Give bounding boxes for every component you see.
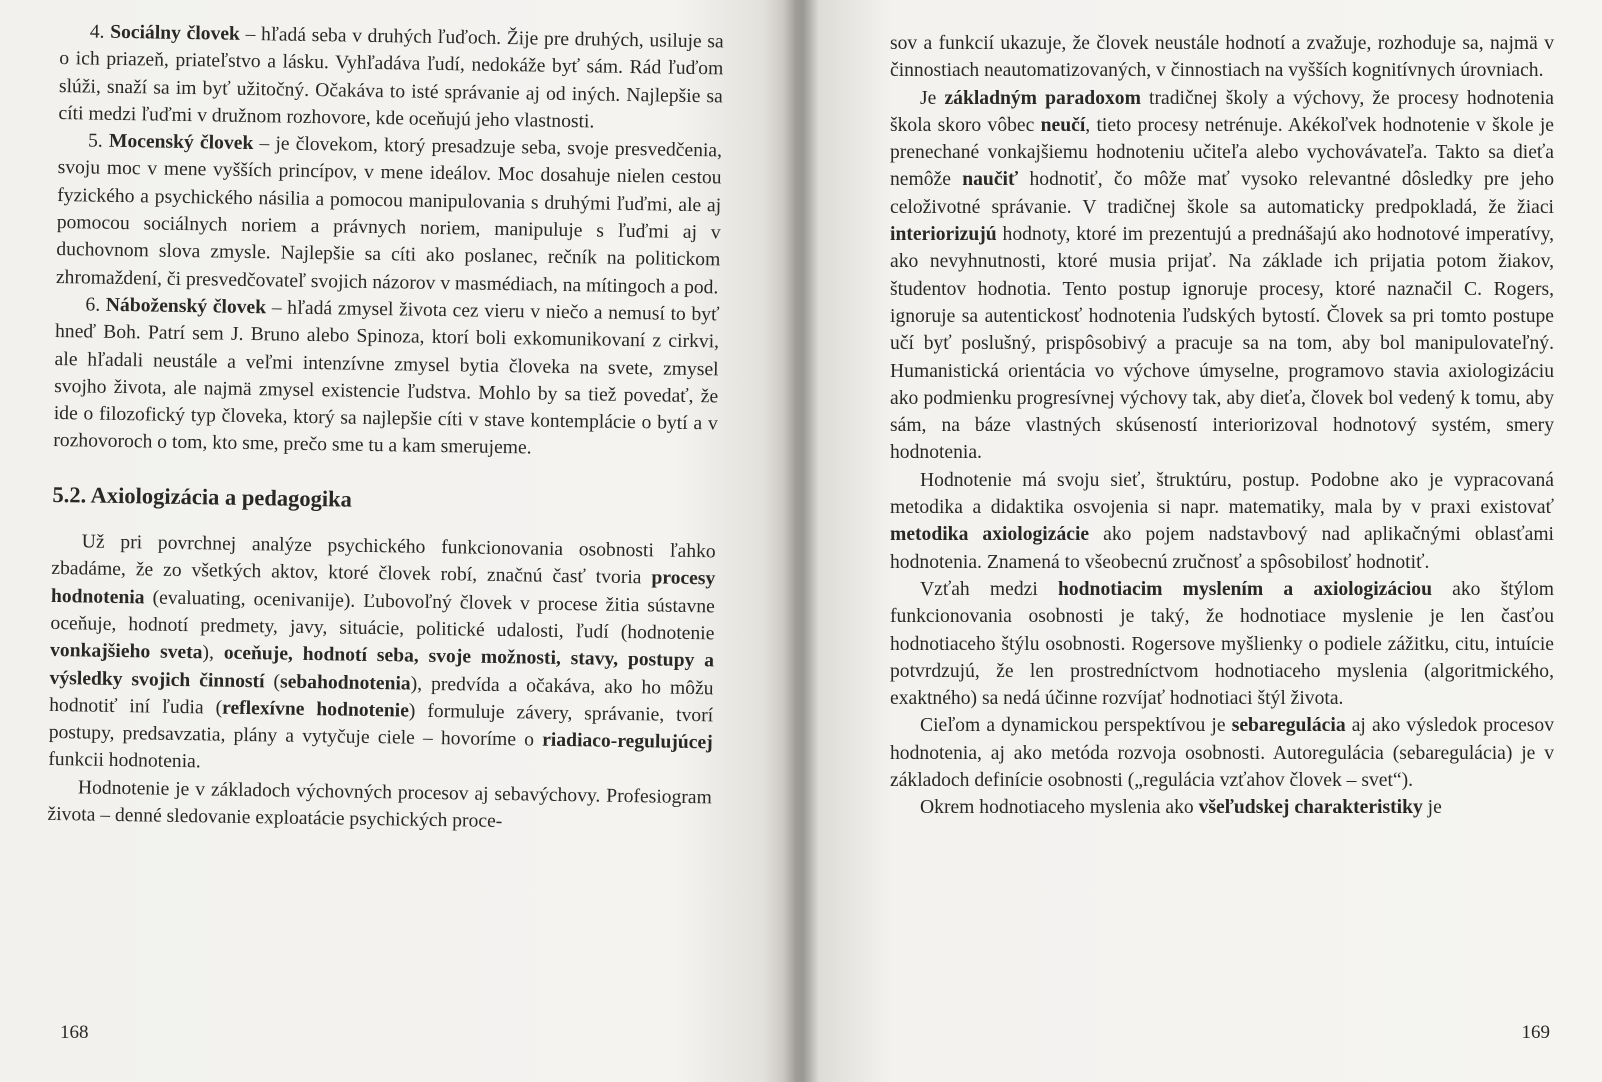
paragraph (890, 712, 1554, 794)
bold-term: neučí (1040, 114, 1086, 136)
paragraph (47, 774, 712, 839)
text-run: je (1422, 797, 1442, 819)
right-page (795, 0, 1602, 1082)
bold-term: základným paradoxom (944, 87, 1141, 109)
bold-term: naučiť (962, 169, 1019, 191)
page-number-left: 168 (60, 1022, 89, 1043)
text-run: Okrem hodnotiaceho myslenia ako (920, 797, 1199, 819)
left-text-column (47, 18, 724, 839)
text-run: hodnotiť, čo môže mať vysoko relevantné dôsledky pre jeho celoživotné správanie. V tradičnej škole sa automaticky predpokladá, že žiaci (890, 169, 1554, 218)
text-run: ako pojem nadstavbový nad aplikačnými oblasťami hodnotenia. Znamená to všeobecnú zručnosť a spôsobilosť hodnotiť. (890, 524, 1555, 573)
bold-term: Mocenský človek (108, 130, 254, 155)
bold-term: sebahodnotenia (279, 671, 411, 695)
text-run: – hľadá seba v druhých ľuďoch. Žije pre druhých, usiluje sa o ich priazeň, priateľstvo a lásku. Vyhľadáva ľudí, nedokáže byť sám. Rád ľuďom slúži, snaží sa im byť užitočný. Očakáva to isté správanie aj od iných. Najlepšie sa cíti medzi ľuďmi v družnom rozhovore, kde oceňujú jeho vlastnosti. (58, 23, 724, 133)
right-paragraphs (890, 30, 1554, 822)
bold-term: sebaregulácia (1231, 715, 1346, 737)
text-run: 5. (87, 130, 110, 152)
text-run: Už pri povrchnej analýze psychického funkcionovania osobnosti ľahko zbadáme, že zo všetkých aktov, ktoré človek robí, značnú časť tvoria (51, 531, 716, 589)
paragraph (53, 291, 719, 465)
text-run: (evaluating, ocenivanije). Ľubovoľný človek v procese žitia sústavne oceňuje, hodnotí predmety, javy, situácie, politické udalosti, ľudí (hodnotenie (50, 587, 716, 645)
paragraph (48, 528, 716, 784)
bold-term: oceňuje, hodnotí seba, svoje možnosti, stavy, postupy a výsledky svojich činností (49, 642, 715, 692)
left-paragraphs (53, 18, 724, 465)
text-run: ), predvída a očakáva, ako ho môžu hodnotiť iní ľudia ( (49, 673, 714, 719)
text-run: ) formuluje závery, správanie, tvorí postupy, predsavzatia, plány a vytyčuje ciele – hovoríme o (48, 700, 714, 751)
bold-term: reflexívne hodnotenie (221, 697, 410, 722)
text-run: Cieľom a dynamickou perspektívou je (920, 715, 1232, 737)
paragraph (890, 576, 1554, 712)
text-run: sov a funkcií ukazuje, že človek neustále hodnotí a zvažuje, rozhoduje sa, najmä v činnostiach neautomatizovaných, v činnostiach na vyšších kognitívnych úrovniach. (890, 33, 1554, 82)
paragraph (890, 30, 1554, 85)
bold-term: interiorizujú (890, 224, 997, 246)
text-run: Hodnotenie má svoju sieť, štruktúru, postup. Podobne ako je vypracovaná metodika a didaktika osvojenia si napr. matematiky, mala by v praxi existovať (890, 469, 1554, 519)
bold-term: Náboženský človek (105, 294, 267, 319)
paragraph (890, 467, 1554, 576)
text-run: funkcii hodnotenia. (48, 749, 201, 773)
bold-term: hodnotiacim myslením a axiologizáciou (1057, 578, 1432, 600)
section-heading: 5.2. Axiologizácia a pedagogika (52, 481, 353, 512)
text-run: hodnoty, ktoré im prezentujú a prednášajú ako hodnotové imperatívy, ako nevyhnutnosti, ktoré musia prijať. Na základe ich prijatia potom žiakov, študentov hodnotia. Tento postup ignoruje procesy, ktoré naznačil C. Rogers, ignoruje sa autentickosť hodnotenia ľudských bytostí. Človek sa pri tomto postupe učí byť poslušný, prispôsobivý a pracuje sa na tom, aby bol manipulovateľný. Humanistická orientácia vo výchove úmyselne, programovo stavia axiologizáciu ako podmienku progresívnej výchovy tak, aby dieťa, človek bol vedený k tomu, aby sám, na báze vlastných skúseností interiorizoval hodnotový systém, smery hodnotenia. (890, 224, 1554, 464)
text-run: – hľadá zmysel života cez vieru v niečo a nemusí to byť hneď Boh. Patrí sem J. Bruno alebo Spinoza, ktorí boli exkomunikovaní z cirkvi, ale hľadali neustále a veľmi intenzívne zmysel bytia človeka na svete, zmysel svojho života, ale najmä zmysel existencie ľudstva. Mohlo by sa tiež povedať, že ide o filozofický typ človeka, ktorý sa najlepšie cíti v stave kontemplácie o bytí a v rozhovoroch o tom, kto sme, prečo sme tu a kam smerujeme. (53, 297, 720, 459)
bold-term: procesy hodnotenia (50, 567, 716, 609)
text-run: tradičnej školy a výchovy, že procesy hodnotenia škola skoro vôbec (890, 87, 1554, 136)
right-text-column (890, 30, 1554, 822)
left-page (0, 0, 795, 1082)
page-number-right: 169 (1521, 1022, 1550, 1043)
text-run: aj ako výsledok procesov hodnotenia, aj ako metóda rozvoja osobnosti. Autoregulácia (sebaregulácia) je v základoch definície osobnosti („regulácia vzťahov človek – svet“). (890, 715, 1554, 792)
text-run: ), (202, 642, 224, 664)
bold-term: Sociálny človek (109, 21, 241, 45)
bold-term: riadiaco-regulujúcej (542, 729, 713, 754)
bold-term: všeľudskej charakteristiky (1198, 797, 1423, 819)
text-run: Vzťah medzi (920, 578, 1058, 600)
left-paragraphs-after-heading (47, 528, 716, 839)
paragraph (890, 794, 1554, 821)
text-run: 4. (89, 21, 111, 43)
text-run: ako štýlom funkcionovania osobnosti je taký, že hodnotiace myslenie je len časťou hodnotiaceho štýlu osobnosti. Rogersove myšlienky o podiele zážitku, citu, intuície potvrdzujú, že len prostredníctvom hodnotiaceho myslenia (algoritmického, exaktného) sa nedá účinne rozvíjať hodnotiaci štýl života. (890, 578, 1554, 710)
text-run: ( (264, 670, 281, 693)
paragraph (890, 85, 1554, 467)
text-run: – je človekom, ktorý presadzuje seba, svoje presvedčenia, svoju moc v mene vyšších princípov, v mene ideálov. Moc dosahuje nielen cestou fyzického a psychického násilia a pomocou manipulovania s druhými ľuďmi, ale aj pomocou sociálnych noriem a právnych noriem, manipuluje s ľuďmi aj v duchovnom slova zmysle. Najlepšie sa cíti ako poslanec, rečník na politickom zhromaždení, či presvedčovateľ svojich názorov v masmédiach, na mítingoch a pod. (55, 133, 723, 299)
paragraph (56, 127, 722, 301)
text-run: Je (920, 87, 945, 109)
bold-term: metodika axiologizácie (890, 524, 1090, 546)
text-run: , tieto procesy netrénuje. Akékoľvek hodnotenie v škole je prenechané vonkajšiemu hodnoteniu učiteľa alebo vychovávateľa. Takto sa dieťa nemôže (890, 114, 1554, 191)
paragraph (58, 18, 724, 138)
bold-term: vonkajšieho sveta (49, 640, 203, 664)
text-run: 6. (85, 294, 107, 316)
text-run: Hodnotenie je v základoch výchovných procesov aj sebavýchovy. Profesiogram života – denné sledovanie exploatácie psychických proce- (47, 777, 713, 833)
